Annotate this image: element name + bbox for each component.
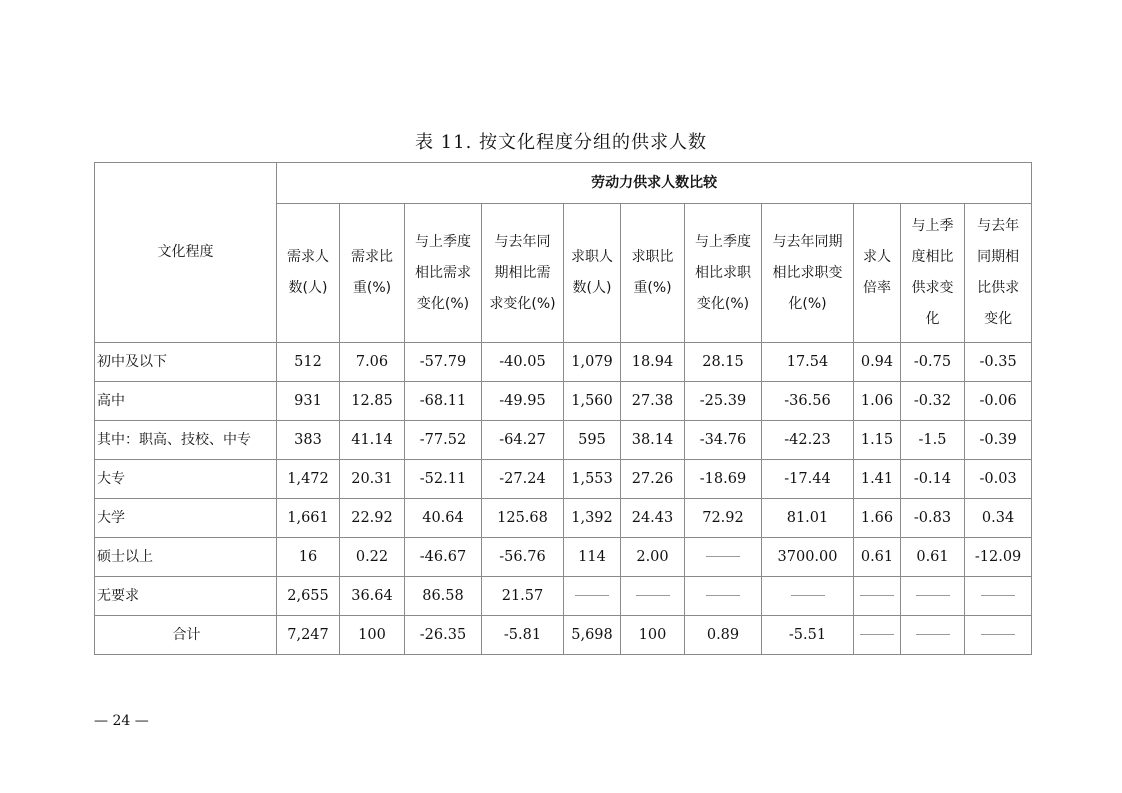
- table-cell: -5.81: [482, 616, 564, 655]
- table-row: [95, 343, 1032, 382]
- table-cell: 24.43: [621, 499, 685, 538]
- table-cell: -0.14: [901, 460, 965, 499]
- dash-mark: [706, 556, 740, 557]
- table-cell: 40.64: [405, 499, 482, 538]
- dash-mark: [860, 595, 894, 596]
- table-cell: -0.39: [965, 421, 1032, 460]
- table-cell: 2.00: [621, 538, 685, 577]
- page-number: — 24 —: [94, 713, 149, 729]
- table-cell: 5,698: [564, 616, 621, 655]
- table-cell: -52.11: [405, 460, 482, 499]
- dash-mark: [706, 595, 740, 596]
- table-cell: [621, 577, 685, 616]
- table-cell: 1,560: [564, 382, 621, 421]
- table-cell: 38.14: [621, 421, 685, 460]
- table-cell: -56.76: [482, 538, 564, 577]
- table-cell: [762, 577, 854, 616]
- column-header: 与去年同期 相比求职变 化(%): [762, 204, 854, 343]
- table-cell: -49.95: [482, 382, 564, 421]
- table-cell: 0.61: [901, 538, 965, 577]
- table-cell: [901, 577, 965, 616]
- dash-mark: [636, 595, 670, 596]
- column-header: 需求人 数(人): [277, 204, 340, 343]
- table-cell: 17.54: [762, 343, 854, 382]
- table-cell: 100: [621, 616, 685, 655]
- table-cell: -25.39: [685, 382, 762, 421]
- table-cell: 0.61: [854, 538, 901, 577]
- row-label: 无要求: [95, 577, 277, 616]
- row-label: 高中: [95, 382, 277, 421]
- table-cell: 16: [277, 538, 340, 577]
- table-cell: [564, 577, 621, 616]
- column-header: 求职比 重(%): [621, 204, 685, 343]
- table-cell: 12.85: [340, 382, 405, 421]
- row-label: 大专: [95, 460, 277, 499]
- table-cell: -5.51: [762, 616, 854, 655]
- column-header: 与上季 度相比 供求变 化: [901, 204, 965, 343]
- row-label: 其中：职高、技校、中专: [95, 421, 277, 460]
- row-label-header: 文化程度: [95, 163, 277, 343]
- column-header: 求人 倍率: [854, 204, 901, 343]
- table-cell: -0.35: [965, 343, 1032, 382]
- table-cell: -0.83: [901, 499, 965, 538]
- dash-mark: [860, 634, 894, 635]
- dash-mark: [981, 634, 1015, 635]
- table-title: 表 11. 按文化程度分组的供求人数: [414, 132, 708, 153]
- table-cell: 1,392: [564, 499, 621, 538]
- table-cell: 20.31: [340, 460, 405, 499]
- table-cell: -17.44: [762, 460, 854, 499]
- row-label: 合计: [95, 616, 277, 655]
- table-cell: 81.01: [762, 499, 854, 538]
- dash-mark: [916, 634, 950, 635]
- dash-mark: [981, 595, 1015, 596]
- table-cell: 931: [277, 382, 340, 421]
- dash-mark: [791, 595, 825, 596]
- table-cell: -68.11: [405, 382, 482, 421]
- table-cell: 22.92: [340, 499, 405, 538]
- table-cell: 28.15: [685, 343, 762, 382]
- column-header: 需求比 重(%): [340, 204, 405, 343]
- column-header: 求职人 数(人): [564, 204, 621, 343]
- table-cell: 3700.00: [762, 538, 854, 577]
- table-cell: 36.64: [340, 577, 405, 616]
- table-cell: -64.27: [482, 421, 564, 460]
- table-cell: -0.75: [901, 343, 965, 382]
- table-cell: 1.41: [854, 460, 901, 499]
- table-cell: 18.94: [621, 343, 685, 382]
- table-cell: -46.67: [405, 538, 482, 577]
- table-cell: [854, 616, 901, 655]
- table-cell: -77.52: [405, 421, 482, 460]
- table-cell: [685, 538, 762, 577]
- table-cell: 1.06: [854, 382, 901, 421]
- table-cell: 2,655: [277, 577, 340, 616]
- table-cell: 27.26: [621, 460, 685, 499]
- table-cell: 0.34: [965, 499, 1032, 538]
- table-cell: 125.68: [482, 499, 564, 538]
- table-cell: -40.05: [482, 343, 564, 382]
- dash-mark: [575, 595, 609, 596]
- dash-mark: [916, 595, 950, 596]
- table-cell: 0.89: [685, 616, 762, 655]
- group-header: 劳动力供求人数比较: [277, 163, 1032, 204]
- table-cell: 21.57: [482, 577, 564, 616]
- table-cell: 7.06: [340, 343, 405, 382]
- table-cell: 7,247: [277, 616, 340, 655]
- table-cell: 27.38: [621, 382, 685, 421]
- row-label: 初中及以下: [95, 343, 277, 382]
- table-cell: -18.69: [685, 460, 762, 499]
- table-row: [95, 460, 1032, 499]
- table-cell: 1.66: [854, 499, 901, 538]
- table-cell: -27.24: [482, 460, 564, 499]
- table-row: [95, 616, 1032, 655]
- table-cell: 1.15: [854, 421, 901, 460]
- column-header: 与去年同 期相比需 求变化(%): [482, 204, 564, 343]
- table-cell: [901, 616, 965, 655]
- row-label: 大学: [95, 499, 277, 538]
- table-cell: 1,079: [564, 343, 621, 382]
- table-cell: 114: [564, 538, 621, 577]
- table-row: [95, 577, 1032, 616]
- table-cell: -34.76: [685, 421, 762, 460]
- table-cell: -12.09: [965, 538, 1032, 577]
- table-row: [95, 421, 1032, 460]
- table-cell: 595: [564, 421, 621, 460]
- column-header: 与上季度 相比求职 变化(%): [685, 204, 762, 343]
- table-cell: 100: [340, 616, 405, 655]
- table-cell: [965, 577, 1032, 616]
- table-cell: 86.58: [405, 577, 482, 616]
- supply-demand-table: [94, 162, 1032, 655]
- table-cell: [965, 616, 1032, 655]
- table-cell: 1,553: [564, 460, 621, 499]
- table-cell: -0.06: [965, 382, 1032, 421]
- table-cell: 383: [277, 421, 340, 460]
- table-cell: -42.23: [762, 421, 854, 460]
- row-label: 硕士以上: [95, 538, 277, 577]
- table-cell: -26.35: [405, 616, 482, 655]
- table-row: [95, 499, 1032, 538]
- table-cell: [854, 577, 901, 616]
- table-cell: 0.22: [340, 538, 405, 577]
- table-cell: -36.56: [762, 382, 854, 421]
- table-row: [95, 382, 1032, 421]
- table-cell: -0.32: [901, 382, 965, 421]
- table-cell: 512: [277, 343, 340, 382]
- table-cell: [685, 577, 762, 616]
- table-cell: 0.94: [854, 343, 901, 382]
- table-row: [95, 538, 1032, 577]
- table-cell: 1,472: [277, 460, 340, 499]
- table-cell: 72.92: [685, 499, 762, 538]
- table-cell: 1,661: [277, 499, 340, 538]
- column-header: 与上季度 相比需求 变化(%): [405, 204, 482, 343]
- table-cell: 41.14: [340, 421, 405, 460]
- table-cell: -1.5: [901, 421, 965, 460]
- table-cell: -0.03: [965, 460, 1032, 499]
- table-cell: -57.79: [405, 343, 482, 382]
- column-header: 与去年 同期相 比供求 变化: [965, 204, 1032, 343]
